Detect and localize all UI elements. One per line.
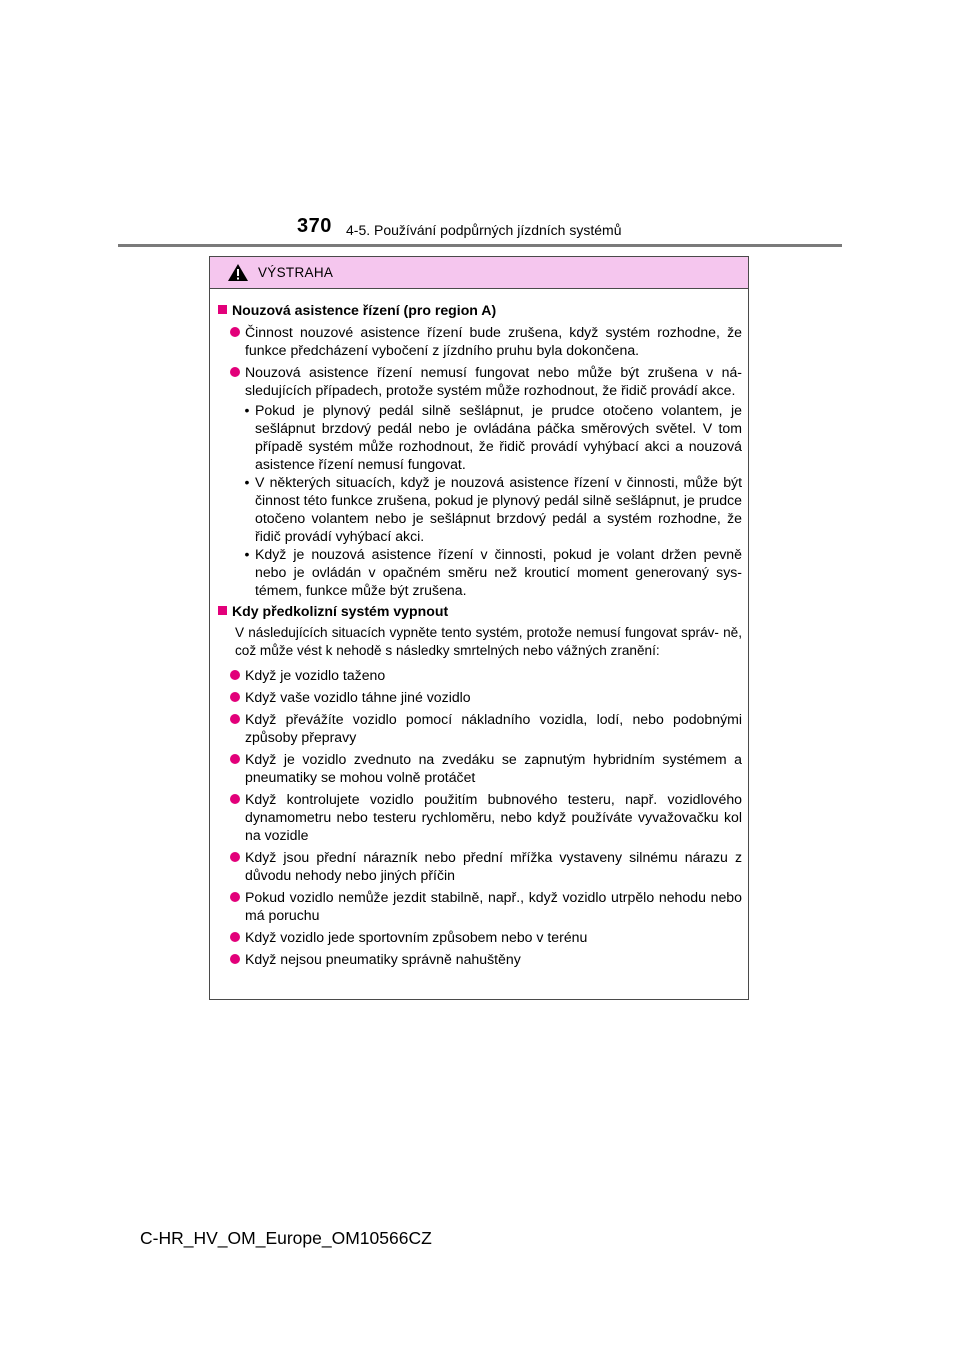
page-number: 370 bbox=[297, 215, 332, 237]
document-code: C-HR_HV_OM_Europe_OM10566CZ bbox=[140, 1228, 432, 1248]
bullet-text: Když vozidlo jede sportovním způsobem nebo v terénu bbox=[245, 929, 588, 945]
round-bullet-icon bbox=[230, 954, 240, 964]
round-bullet-icon bbox=[230, 367, 240, 377]
section-heading-emergency-steering bbox=[218, 301, 742, 319]
round-bullet-icon bbox=[230, 327, 240, 337]
round-bullet-icon bbox=[230, 670, 240, 680]
heading-text: Nouzová asistence řízení (pro region A) bbox=[232, 302, 497, 318]
round-bullet-icon bbox=[230, 892, 240, 902]
warning-title: VÝSTRAHA bbox=[258, 265, 334, 280]
sub-list-item bbox=[239, 473, 742, 545]
bullet-text: Když je vozidlo taženo bbox=[245, 667, 386, 683]
bullet-text: Když převážíte vozidlo pomocí nákladního vozidla, lodí, nebo podobnými způsoby přepravy bbox=[245, 711, 742, 745]
square-bullet-icon bbox=[218, 305, 227, 314]
list-item bbox=[218, 323, 742, 359]
sub-item-text: V některých situacích, když je nouzová asistence řízení v činnosti, může být činnost této funkce zrušena, pokud je plynový pedál silně sešlápnut, je prudce otočeno volantem nebo je sešlápnut brzdový pedál a systém rozhodne, že řidič provádí vyhýbací akci. bbox=[255, 474, 742, 544]
list-item bbox=[218, 688, 742, 706]
section-intro: V následujících situacích vypněte tento systém, protože nemusí fungovat správ- ně, což může vést k nehodě s následky smrtelných nebo vážných zranění: bbox=[235, 625, 742, 658]
dot-marker-icon: • bbox=[244, 474, 250, 490]
round-bullet-icon bbox=[230, 714, 240, 724]
sub-item-text: Pokud je plynový pedál silně sešlápnut, je prudce otočeno volantem, je sešlápnut brzdový pedál nebo je ovládána páčka směrových světel. V tom případě systém může rozhodnout, že řidič provádí vyhýbací akci a nouzová asistence řízení nemusí fungovat. bbox=[255, 402, 742, 472]
bullet-text: Nouzová asistence řízení nemusí fungovat nebo může být zrušena v ná- sledujících případech, protože systém může rozhodnout, že řidič provádí akce. bbox=[245, 364, 742, 398]
bullet-text: Když jsou přední nárazník nebo přední mřížka vystaveny silnému nárazu z důvodu nehody nebo jiných příčin bbox=[245, 849, 742, 883]
warning-box bbox=[209, 256, 749, 1000]
warning-triangle-icon bbox=[227, 263, 249, 282]
section-heading-when-to-disable bbox=[218, 602, 742, 620]
heading-text: Kdy předkolizní systém vypnout bbox=[232, 603, 449, 619]
square-bullet-icon bbox=[218, 606, 227, 615]
round-bullet-icon bbox=[230, 754, 240, 764]
list-item bbox=[218, 363, 742, 399]
bullet-text: Když vaše vozidlo táhne jiné vozidlo bbox=[245, 689, 471, 705]
bullet-text: Když kontrolujete vozidlo použitím bubnového testeru, např. vozidlového dynamometru nebo testeru rychloměru, nebo když používáte vyvažovačku kol na vozidle bbox=[245, 791, 742, 843]
dot-marker-icon: • bbox=[244, 546, 250, 562]
bullet-text: Činnost nouzové asistence řízení bude zrušena, když systém rozhodne, že funkce předcházení vybočení z jízdního pruhu byla dokončena. bbox=[245, 324, 742, 358]
round-bullet-icon bbox=[230, 852, 240, 862]
bullet-text: Když nejsou pneumatiky správně nahuštěny bbox=[245, 951, 521, 967]
list-item bbox=[218, 950, 742, 968]
list-item bbox=[218, 710, 742, 746]
list-item bbox=[218, 666, 742, 684]
section-title: 4-5. Používání podpůrných jízdních systémů bbox=[346, 222, 622, 238]
header-divider bbox=[118, 244, 842, 247]
warning-header bbox=[210, 257, 748, 289]
bullet-text: Když je vozidlo zvednuto na zvedáku se zapnutým hybridním systémem a pneumatiky se mohou volně protáčet bbox=[245, 751, 742, 785]
sub-list-item bbox=[239, 401, 742, 473]
list-item bbox=[218, 790, 742, 844]
list-item bbox=[218, 848, 742, 884]
bullet-list bbox=[218, 666, 742, 968]
list-item bbox=[218, 888, 742, 924]
list-item bbox=[218, 928, 742, 946]
list-item bbox=[218, 750, 742, 786]
round-bullet-icon bbox=[230, 932, 240, 942]
bullet-text: Pokud vozidlo nemůže jezdit stabilně, např., když vozidlo utrpělo nehodu nebo má poruchu bbox=[245, 889, 742, 923]
round-bullet-icon bbox=[230, 692, 240, 702]
warning-body bbox=[210, 289, 748, 968]
dot-marker-icon: • bbox=[244, 402, 250, 418]
sub-list bbox=[218, 401, 742, 599]
sub-item-text: Když je nouzová asistence řízení v činnosti, pokud je volant držen pevně nebo je ovládán v opačném směru než krouticí moment generovaný sys- témem, funkce může být zrušena. bbox=[255, 546, 742, 598]
round-bullet-icon bbox=[230, 794, 240, 804]
sub-list-item bbox=[239, 545, 742, 599]
